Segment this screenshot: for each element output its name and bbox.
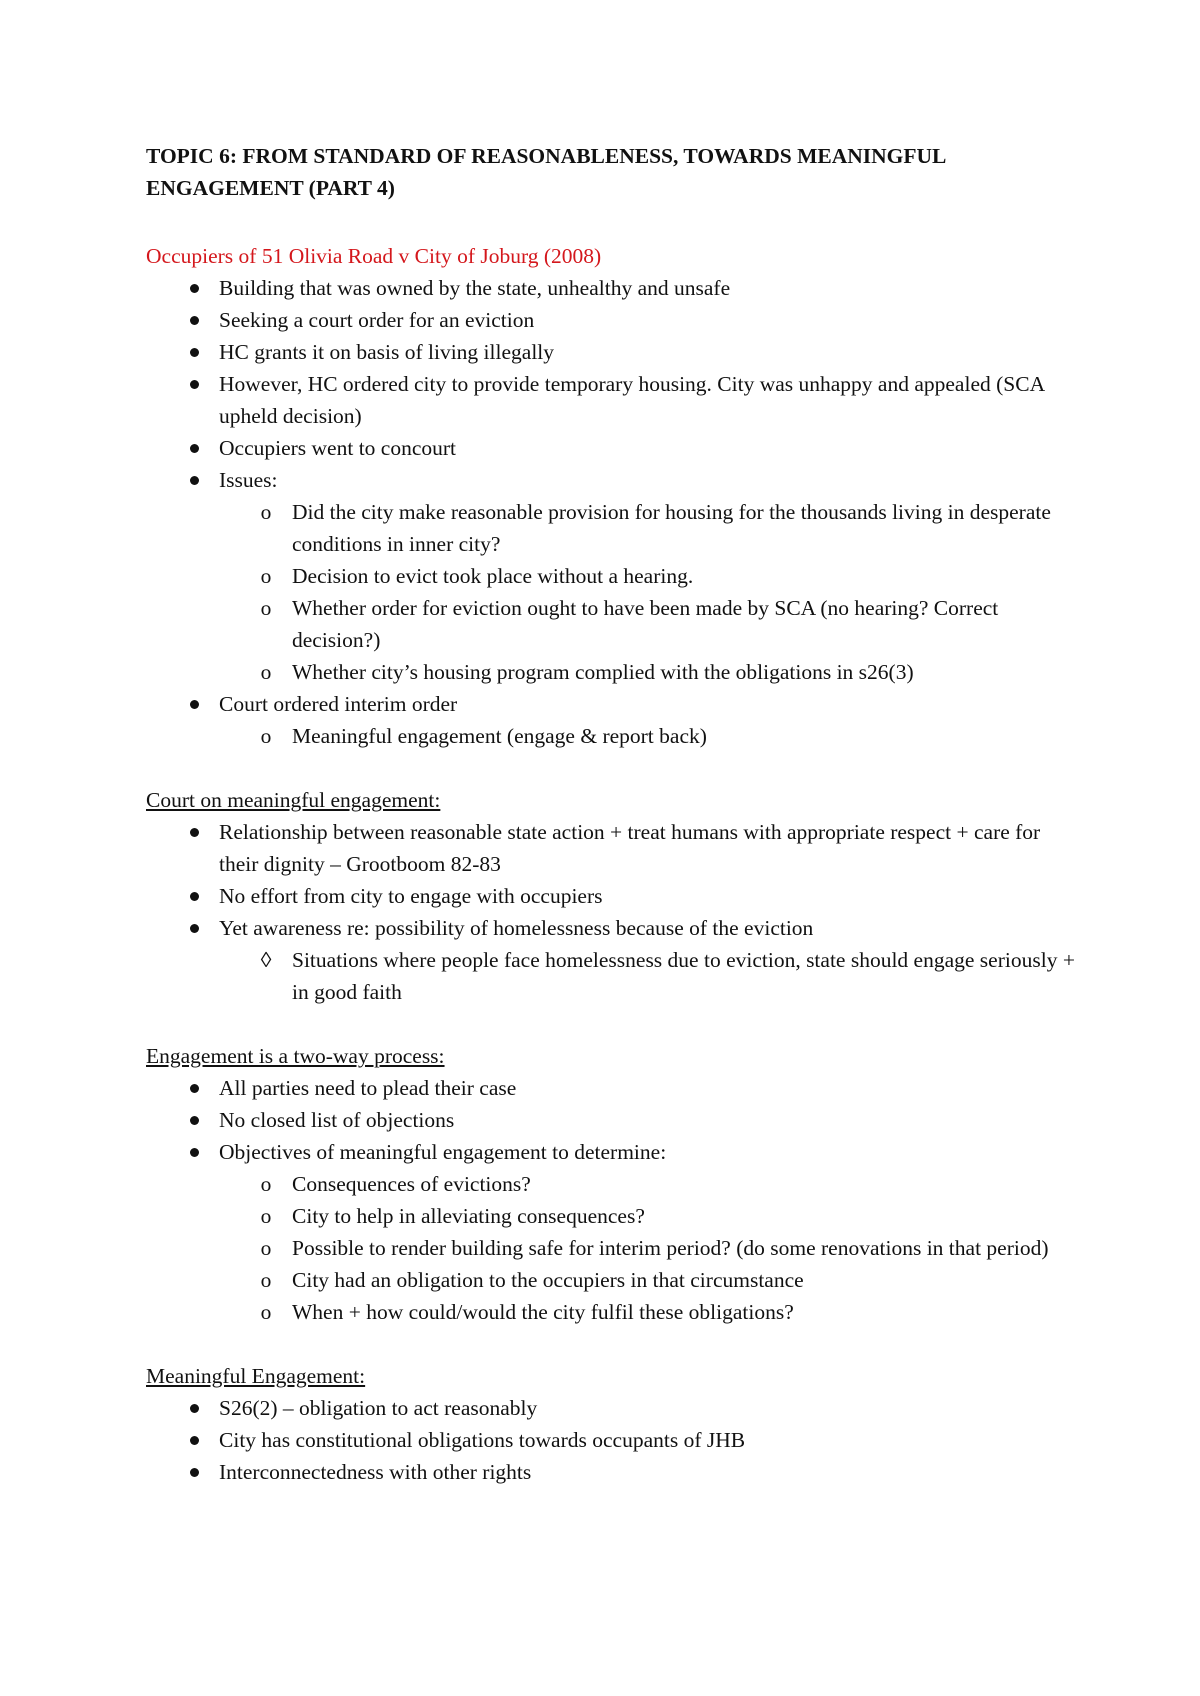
list-item: Objectives of meaningful engagement to determine: <box>146 1136 1076 1168</box>
bullet-icon <box>184 336 204 368</box>
bullet-icon <box>184 1424 204 1456</box>
sub-bullet-icon: o <box>260 596 272 620</box>
document-page <box>146 140 1076 1488</box>
sub-bullet-icon: o <box>260 1204 272 1228</box>
bullet-icon <box>184 880 204 912</box>
bullet-icon <box>184 688 204 720</box>
sub-list-item: o When + how could/would the city fulfil these obligations? <box>146 1296 1076 1328</box>
list-item: HC grants it on basis of living illegally <box>146 336 1076 368</box>
list-item: No effort from city to engage with occupiers <box>146 880 1076 912</box>
bullet-icon <box>184 912 204 944</box>
list-item: Interconnectedness with other rights <box>146 1456 1076 1488</box>
sub-list-item: ◊ Situations where people face homelessness due to eviction, state should engage seriously + in good faith <box>146 944 1076 1008</box>
sub-bullet-icon: o <box>260 1268 272 1292</box>
bullet-icon <box>184 816 204 848</box>
list-item: All parties need to plead their case <box>146 1072 1076 1104</box>
sub-bullet-icon: o <box>260 724 272 748</box>
sub-bullet-icon: o <box>260 1300 272 1324</box>
sub-bullet-icon: o <box>260 1172 272 1196</box>
sub-bullet-icon: o <box>260 660 272 684</box>
section-heading-court: Court on meaningful engagement: <box>146 788 441 812</box>
bullet-icon <box>184 1104 204 1136</box>
bullet-icon <box>184 304 204 336</box>
sub-list-item: o Meaningful engagement (engage & report back) <box>146 720 1076 752</box>
list-item: Court ordered interim order <box>146 688 1076 720</box>
list-item: Yet awareness re: possibility of homelessness because of the eviction <box>146 912 1076 944</box>
sub-bullet-icon: o <box>260 1236 272 1260</box>
list-item: However, HC ordered city to provide temporary housing. City was unhappy and appealed (SCA upheld decision) <box>146 368 1076 432</box>
meaningful-engagement-bullet-list <box>146 1392 1076 1488</box>
sub-list-item: o Consequences of evictions? <box>146 1168 1076 1200</box>
list-item: Occupiers went to concourt <box>146 432 1076 464</box>
list-item: Issues: <box>146 464 1076 496</box>
sub-list-item: o City had an obligation to the occupiers in that circumstance <box>146 1264 1076 1296</box>
bullet-icon <box>184 368 204 400</box>
document-title: TOPIC 6: FROM STANDARD OF REASONABLENESS, TOWARDS MEANINGFUL ENGAGEMENT (PART 4) <box>146 144 946 200</box>
sub-bullet-icon: o <box>260 564 272 588</box>
bullet-icon <box>184 432 204 464</box>
two-way-bullet-list <box>146 1072 1076 1328</box>
section-heading-meaningful-engagement: Meaningful Engagement: <box>146 1364 366 1388</box>
list-item: Seeking a court order for an eviction <box>146 304 1076 336</box>
sub-list-item: o Decision to evict took place without a hearing. <box>146 560 1076 592</box>
sub-list-item: o Did the city make reasonable provision for housing for the thousands living in desperate conditions in inner city? <box>146 496 1076 560</box>
sub-list-item: o Whether city’s housing program complied with the obligations in s26(3) <box>146 656 1076 688</box>
list-item: Building that was owned by the state, unhealthy and unsafe <box>146 272 1076 304</box>
sub-bullet-icon: o <box>260 500 272 524</box>
sub-list-item: o Whether order for eviction ought to have been made by SCA (no hearing? Correct decision?) <box>146 592 1076 656</box>
list-item: S26(2) – obligation to act reasonably <box>146 1392 1076 1424</box>
bullet-icon <box>184 1456 204 1488</box>
list-item: City has constitutional obligations towards occupants of JHB <box>146 1424 1076 1456</box>
bullet-icon <box>184 1072 204 1104</box>
diamond-icon: ◊ <box>260 948 272 972</box>
sub-list-item: o Possible to render building safe for interim period? (do some renovations in that period) <box>146 1232 1076 1264</box>
bullet-icon <box>184 1136 204 1168</box>
sub-list-item: o City to help in alleviating consequences? <box>146 1200 1076 1232</box>
section-heading-two-way: Engagement is a two-way process: <box>146 1044 445 1068</box>
case-heading: Occupiers of 51 Olivia Road v City of Joburg (2008) <box>146 244 602 268</box>
court-bullet-list <box>146 816 1076 1008</box>
bullet-icon <box>184 272 204 304</box>
list-item: No closed list of objections <box>146 1104 1076 1136</box>
list-item: Relationship between reasonable state action + treat humans with appropriate respect + care for their dignity – Grootboom 82-83 <box>146 816 1076 880</box>
bullet-icon <box>184 1392 204 1424</box>
bullet-icon <box>184 464 204 496</box>
case-bullet-list <box>146 272 1076 752</box>
